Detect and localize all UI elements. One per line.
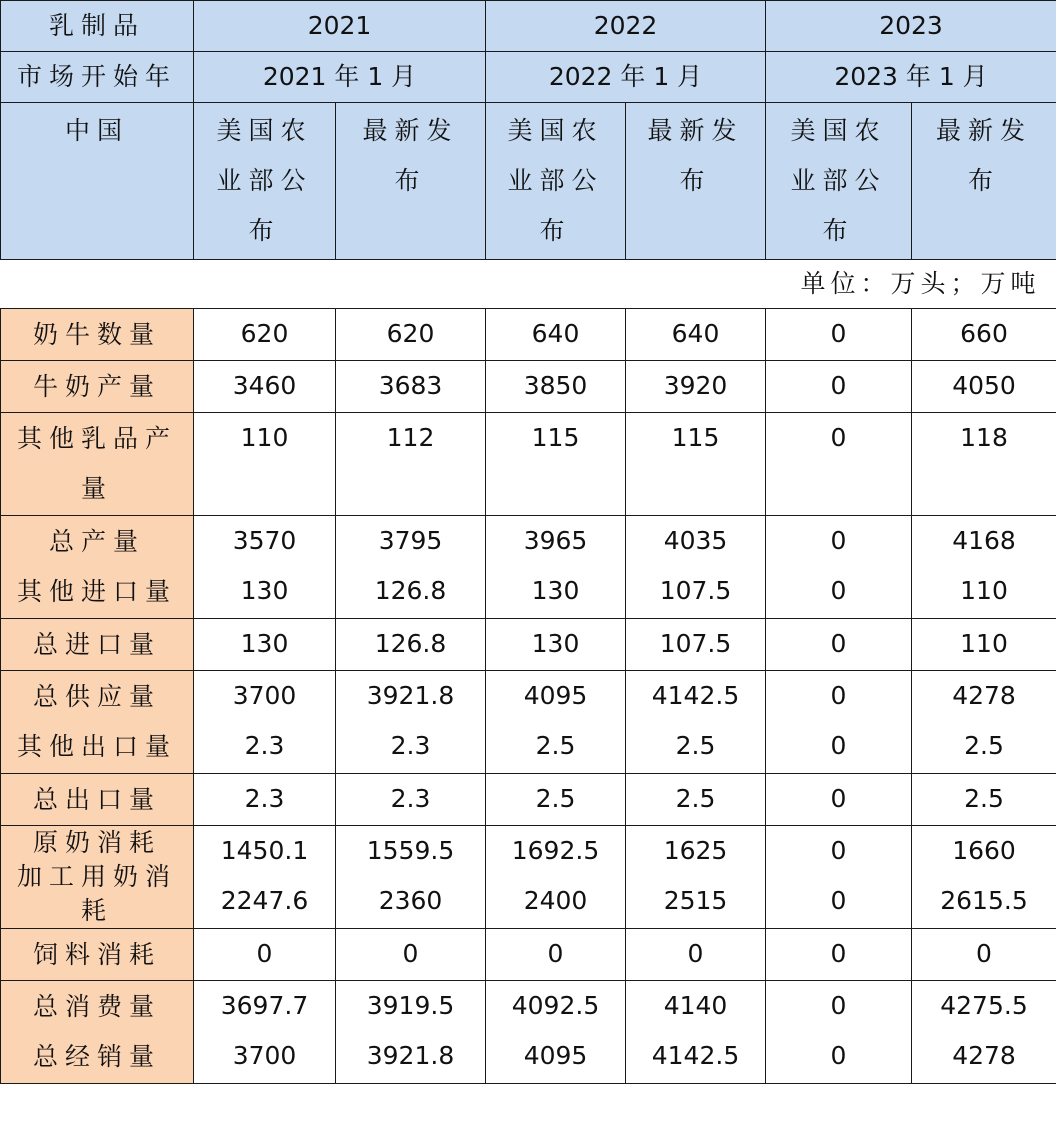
value-line: 3700 <box>232 1041 297 1070</box>
value-cell <box>486 619 626 671</box>
row-label <box>1 413 194 516</box>
value-line: 2.5 <box>964 731 1004 760</box>
value-line: 3697.7 <box>220 991 309 1020</box>
header-source-line: 最新发 <box>362 116 459 145</box>
value-line: 4278 <box>952 681 1016 710</box>
value-line: 0 <box>830 576 847 605</box>
value-cell <box>336 774 486 826</box>
value-line: 110 <box>240 423 289 452</box>
header-source-line: 布 <box>248 216 281 245</box>
value-line: 3460 <box>232 371 297 400</box>
value-line: 3920 <box>663 371 728 400</box>
table-row <box>1 619 1056 671</box>
value-line: 2.5 <box>964 784 1004 813</box>
header-source-line: 布 <box>822 216 855 245</box>
value-line: 3683 <box>378 371 443 400</box>
value-cell <box>194 516 336 619</box>
header-source-line: 业部公 <box>790 166 887 195</box>
table-row <box>1 929 1056 981</box>
value-cell <box>626 929 766 981</box>
row-label-line: 加工用奶消 <box>16 862 177 891</box>
value-line: 107.5 <box>659 629 732 658</box>
value-cell <box>912 413 1056 516</box>
header-year-2022: 2022 <box>486 1 766 52</box>
value-cell <box>912 619 1056 671</box>
header-source-latest <box>626 103 766 260</box>
value-line: 4095 <box>523 1041 588 1070</box>
row-label <box>1 981 194 1084</box>
header-source-latest <box>336 103 486 260</box>
header-source-line: 布 <box>539 216 572 245</box>
value-cell <box>336 826 486 929</box>
value-cell <box>766 671 912 774</box>
value-line: 4140 <box>663 991 728 1020</box>
value-line: 2360 <box>378 886 443 915</box>
value-line: 130 <box>240 576 289 605</box>
row-label-line: 其他出口量 <box>16 732 177 761</box>
value-line: 3570 <box>232 526 297 555</box>
header-product-label: 乳制品 <box>1 1 194 52</box>
value-line: 3850 <box>523 371 588 400</box>
value-line: 3965 <box>523 526 588 555</box>
value-line: 1692.5 <box>511 836 600 865</box>
header-source-line: 布 <box>394 166 427 195</box>
value-cell <box>766 929 912 981</box>
value-line: 2.3 <box>244 784 285 813</box>
value-line: 4092.5 <box>511 991 600 1020</box>
value-line: 0 <box>402 939 419 968</box>
row-label-line: 总经销量 <box>32 1042 161 1071</box>
header-row-start <box>1 52 1056 103</box>
value-cell <box>766 826 912 929</box>
row-label-line: 总供应量 <box>32 682 161 711</box>
value-line: 0 <box>830 681 847 710</box>
value-line: 640 <box>671 319 720 348</box>
value-cell <box>766 413 912 516</box>
value-line: 0 <box>687 939 704 968</box>
value-line: 3921.8 <box>366 1041 455 1070</box>
row-label <box>1 516 194 619</box>
value-line: 3795 <box>378 526 443 555</box>
row-label <box>1 619 194 671</box>
table-body <box>1 309 1056 1084</box>
row-label-line: 饲料消耗 <box>32 939 161 969</box>
value-line: 126.8 <box>374 629 447 658</box>
value-cell <box>626 413 766 516</box>
value-line: 2400 <box>523 886 588 915</box>
row-label-line: 原奶消耗 <box>32 828 161 857</box>
value-cell <box>194 774 336 826</box>
value-line: 0 <box>830 423 847 452</box>
value-cell <box>486 671 626 774</box>
value-line: 2.5 <box>675 784 716 813</box>
table-row <box>1 981 1056 1084</box>
value-cell <box>336 619 486 671</box>
value-cell <box>486 516 626 619</box>
value-line: 1660 <box>952 836 1016 865</box>
value-line: 620 <box>240 319 289 348</box>
value-cell <box>626 309 766 361</box>
value-cell <box>626 361 766 413</box>
value-line: 1559.5 <box>366 836 455 865</box>
value-cell <box>486 826 626 929</box>
header-source-usda <box>486 103 626 260</box>
value-cell <box>336 413 486 516</box>
value-line: 0 <box>830 1041 847 1070</box>
value-cell <box>912 361 1056 413</box>
value-line: 620 <box>386 319 435 348</box>
value-line: 130 <box>531 629 580 658</box>
header-source-line: 业部公 <box>507 166 604 195</box>
value-cell <box>766 619 912 671</box>
value-cell <box>766 774 912 826</box>
value-line: 0 <box>830 784 847 813</box>
value-line: 0 <box>830 526 847 555</box>
row-label-line: 其他进口量 <box>16 577 177 606</box>
value-cell <box>766 361 912 413</box>
value-line: 2247.6 <box>220 886 309 915</box>
value-line: 0 <box>256 939 273 968</box>
header-year-2023: 2023 <box>766 1 1056 52</box>
header-source-usda <box>766 103 912 260</box>
value-cell <box>194 929 336 981</box>
header-market-start-label: 市场开始年 <box>1 52 194 103</box>
value-cell <box>486 413 626 516</box>
value-line: 110 <box>960 576 1008 605</box>
value-line: 2615.5 <box>940 886 1028 915</box>
table-row <box>1 826 1056 929</box>
row-label-line: 总进口量 <box>32 629 161 659</box>
table-row <box>1 774 1056 826</box>
value-cell <box>766 309 912 361</box>
value-line: 2.3 <box>390 731 431 760</box>
header-source-line: 业部公 <box>216 166 313 195</box>
value-cell <box>486 981 626 1084</box>
value-cell <box>912 981 1056 1084</box>
value-line: 3919.5 <box>366 991 455 1020</box>
value-line: 4275.5 <box>940 991 1028 1020</box>
row-label-line: 量 <box>80 474 113 503</box>
value-line: 126.8 <box>374 576 447 605</box>
value-line: 115 <box>671 423 720 452</box>
table-row <box>1 413 1056 516</box>
value-cell <box>336 361 486 413</box>
value-cell <box>912 826 1056 929</box>
value-line: 107.5 <box>659 576 732 605</box>
row-label <box>1 929 194 981</box>
row-label <box>1 309 194 361</box>
row-label-line: 总消费量 <box>32 992 161 1021</box>
value-line: 0 <box>830 991 847 1020</box>
value-line: 4168 <box>952 526 1016 555</box>
row-label <box>1 826 194 929</box>
value-cell <box>486 929 626 981</box>
table-row <box>1 361 1056 413</box>
value-line: 4142.5 <box>651 1041 740 1070</box>
value-line: 1625 <box>663 836 728 865</box>
value-cell <box>336 929 486 981</box>
table-row <box>1 309 1056 361</box>
value-line: 0 <box>830 371 847 400</box>
value-cell <box>336 309 486 361</box>
header-source-line: 布 <box>967 166 1000 195</box>
value-line: 2515 <box>663 886 728 915</box>
value-line: 4095 <box>523 681 588 710</box>
value-cell <box>194 671 336 774</box>
value-cell <box>626 826 766 929</box>
value-line: 115 <box>531 423 580 452</box>
value-cell <box>336 516 486 619</box>
value-line: 118 <box>960 423 1008 452</box>
value-line: 2.5 <box>535 731 576 760</box>
header-source-line: 布 <box>679 166 712 195</box>
value-cell <box>194 361 336 413</box>
unit-row <box>1 260 1056 309</box>
header-source-latest <box>912 103 1056 260</box>
value-line: 130 <box>240 629 289 658</box>
header-source-line: 最新发 <box>935 116 1032 145</box>
value-cell <box>912 309 1056 361</box>
row-label-line: 耗 <box>80 896 113 925</box>
value-line: 110 <box>960 629 1008 658</box>
value-line: 640 <box>531 319 580 348</box>
value-line: 4142.5 <box>651 681 740 710</box>
row-label <box>1 361 194 413</box>
value-line: 0 <box>830 731 847 760</box>
header-start-2023: 2023 年 1 月 <box>766 52 1056 103</box>
value-cell <box>912 671 1056 774</box>
value-cell <box>336 981 486 1084</box>
header-source-line: 美国农 <box>216 116 313 145</box>
row-label-line: 总产量 <box>48 527 145 556</box>
value-cell <box>766 981 912 1084</box>
value-line: 0 <box>976 939 992 968</box>
value-line: 0 <box>547 939 564 968</box>
value-cell <box>626 671 766 774</box>
value-line: 3700 <box>232 681 297 710</box>
header-year-2021: 2021 <box>194 1 486 52</box>
row-label <box>1 671 194 774</box>
value-cell <box>486 774 626 826</box>
value-line: 2.3 <box>390 784 431 813</box>
value-line: 130 <box>531 576 580 605</box>
header-start-2022: 2022 年 1 月 <box>486 52 766 103</box>
value-cell <box>486 361 626 413</box>
value-line: 4035 <box>663 526 728 555</box>
value-cell <box>194 619 336 671</box>
value-line: 2.3 <box>244 731 285 760</box>
value-line: 1450.1 <box>220 836 309 865</box>
value-cell <box>766 516 912 619</box>
value-cell <box>194 826 336 929</box>
value-cell <box>626 619 766 671</box>
header-row-year <box>1 1 1056 52</box>
value-line: 0 <box>830 886 847 915</box>
header-row-source <box>1 103 1056 260</box>
header-source-line: 美国农 <box>790 116 887 145</box>
table-row <box>1 671 1056 774</box>
value-cell <box>486 309 626 361</box>
header-country: 中国 <box>1 103 194 260</box>
value-line: 2.5 <box>535 784 576 813</box>
value-line: 0 <box>830 939 847 968</box>
value-cell <box>912 516 1056 619</box>
value-cell <box>194 309 336 361</box>
row-label-line: 其他乳品产 <box>16 424 177 453</box>
value-line: 660 <box>960 319 1008 348</box>
table-row <box>1 516 1056 619</box>
header-source-line: 最新发 <box>647 116 744 145</box>
value-cell <box>912 774 1056 826</box>
row-label-line: 总出口量 <box>32 784 161 814</box>
header-start-2021: 2021 年 1 月 <box>194 52 486 103</box>
value-cell <box>336 671 486 774</box>
value-line: 0 <box>830 319 847 348</box>
value-cell <box>626 516 766 619</box>
header-source-usda <box>194 103 336 260</box>
value-cell <box>626 774 766 826</box>
value-line: 3921.8 <box>366 681 455 710</box>
value-cell <box>194 413 336 516</box>
value-line: 2.5 <box>675 731 716 760</box>
header-source-line: 美国农 <box>507 116 604 145</box>
value-line: 4050 <box>952 371 1016 400</box>
value-cell <box>626 981 766 1084</box>
row-label-line: 奶牛数量 <box>32 319 161 349</box>
value-cell <box>194 981 336 1084</box>
value-cell <box>912 929 1056 981</box>
unit-label: 单位：万头；万吨 <box>1 260 1056 309</box>
row-label <box>1 774 194 826</box>
value-line: 112 <box>386 423 435 452</box>
value-line: 0 <box>830 836 847 865</box>
value-line: 4278 <box>952 1041 1016 1070</box>
row-label-line: 牛奶产量 <box>32 371 161 401</box>
value-line: 0 <box>830 629 847 658</box>
